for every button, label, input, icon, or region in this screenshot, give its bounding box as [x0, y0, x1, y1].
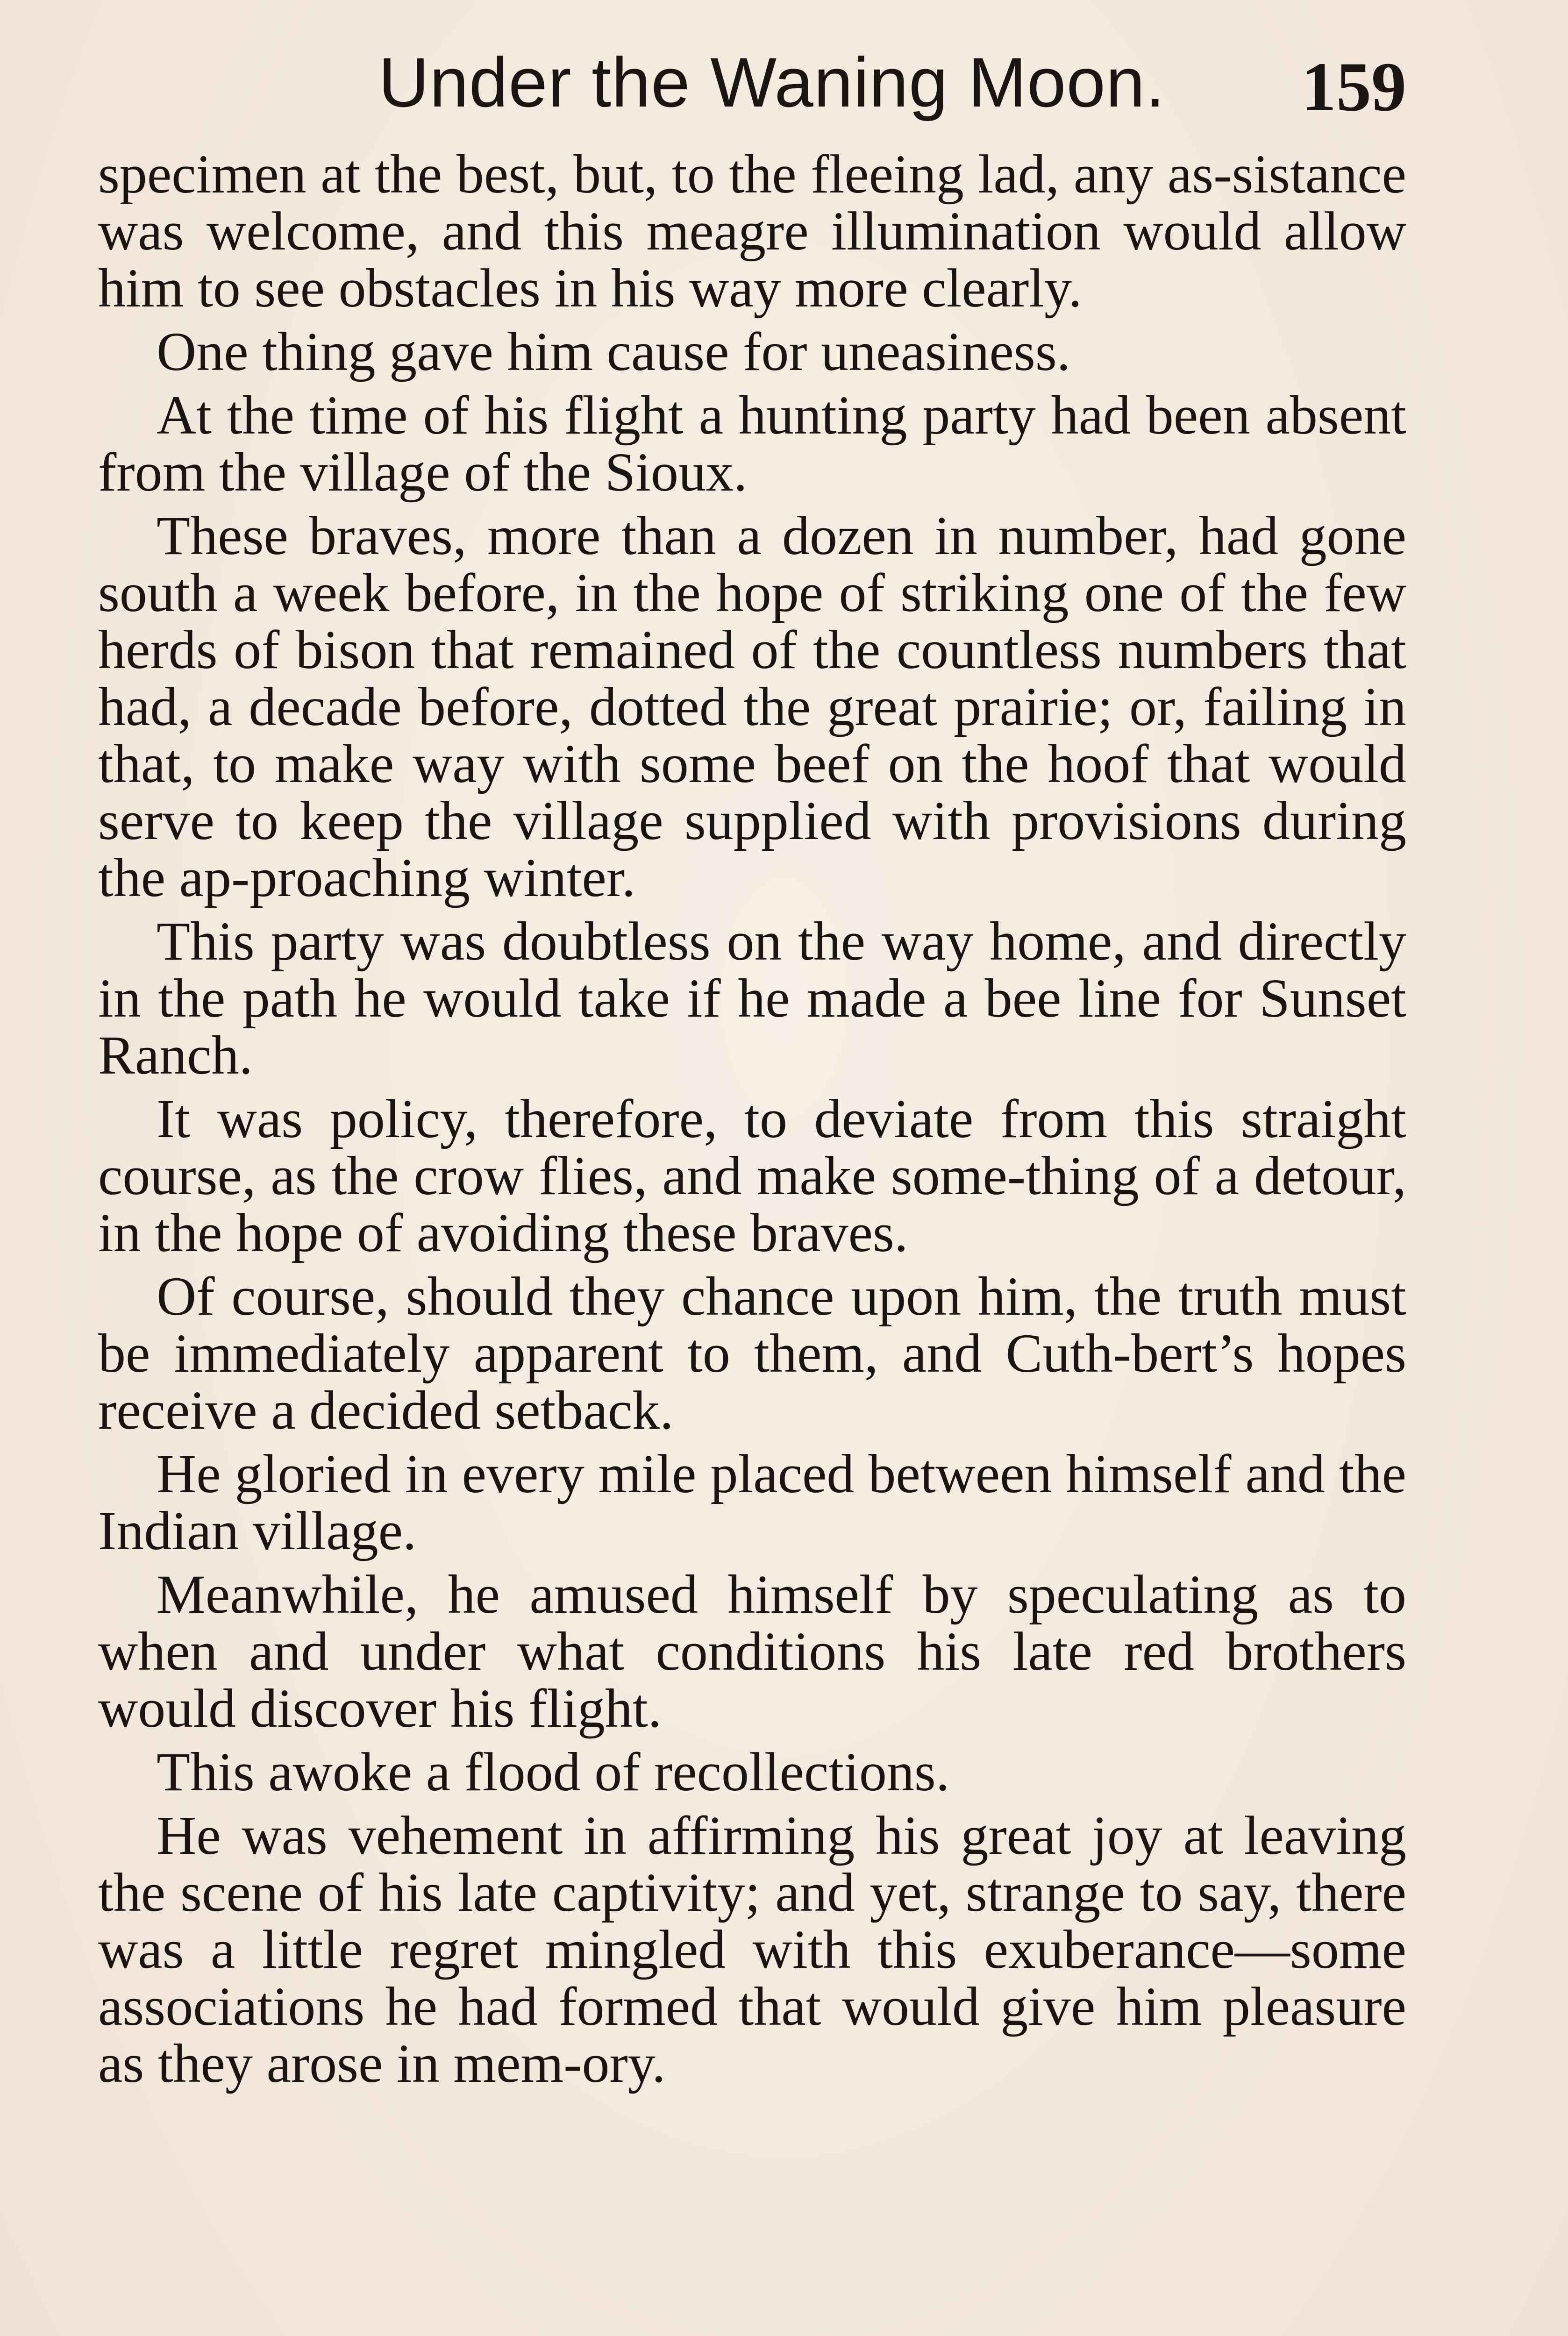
paragraph: This awoke a flood of recollections. — [157, 1741, 950, 1802]
running-head — [98, 33, 1406, 126]
paragraph: These braves, more than a dozen in number, had gone south a week before, in the hope of striking one of the few herds of bison that remained of the countless numbers that had, a decade before, dotted the great prairie; or, failing in that, to make way with some beef on the hoof that would serve to keep the village supplied with provisions during the ap-proaching winter. — [98, 505, 1406, 908]
running-title: Under the Waning Moon. — [378, 43, 1166, 121]
paragraph: Of course, should they chance upon him, the truth must be immediately apparent to them, and Cuth-bert’s hopes receive a decided setback. — [98, 1266, 1406, 1441]
body-text — [98, 143, 1406, 2099]
paragraph: specimen at the best, but, to the fleeing lad, any as-sistance was welcome, and this meagre illumination would allow him to see obstacles in his way more clearly. — [98, 143, 1406, 319]
paragraph: Meanwhile, he amused himself by speculating as to when and under what conditions his late red brothers would discover his flight. — [98, 1564, 1406, 1739]
paragraph: He was vehement in affirming his great joy at leaving the scene of his late captivity; and yet, strange to say, there was a little regret mingled with this exuberance—some associations he had formed that would give him pleasure as they arose in mem-ory. — [98, 1805, 1406, 2094]
paragraph: He gloried in every mile placed between himself and the Indian village. — [98, 1443, 1406, 1561]
paragraph: At the time of his flight a hunting party had been absent from the village of the Sioux. — [98, 385, 1406, 503]
paragraph: It was policy, therefore, to deviate from this straight course, as the crow flies, and make some-thing of a detour, in the hope of avoiding these braves. — [98, 1088, 1406, 1263]
page-number: 159 — [1301, 48, 1406, 126]
paragraph: This party was doubtless on the way home, and directly in the path he would take if he made a bee line for Sunset Ranch. — [98, 911, 1406, 1086]
paragraph: One thing gave him cause for uneasiness. — [157, 321, 1071, 382]
